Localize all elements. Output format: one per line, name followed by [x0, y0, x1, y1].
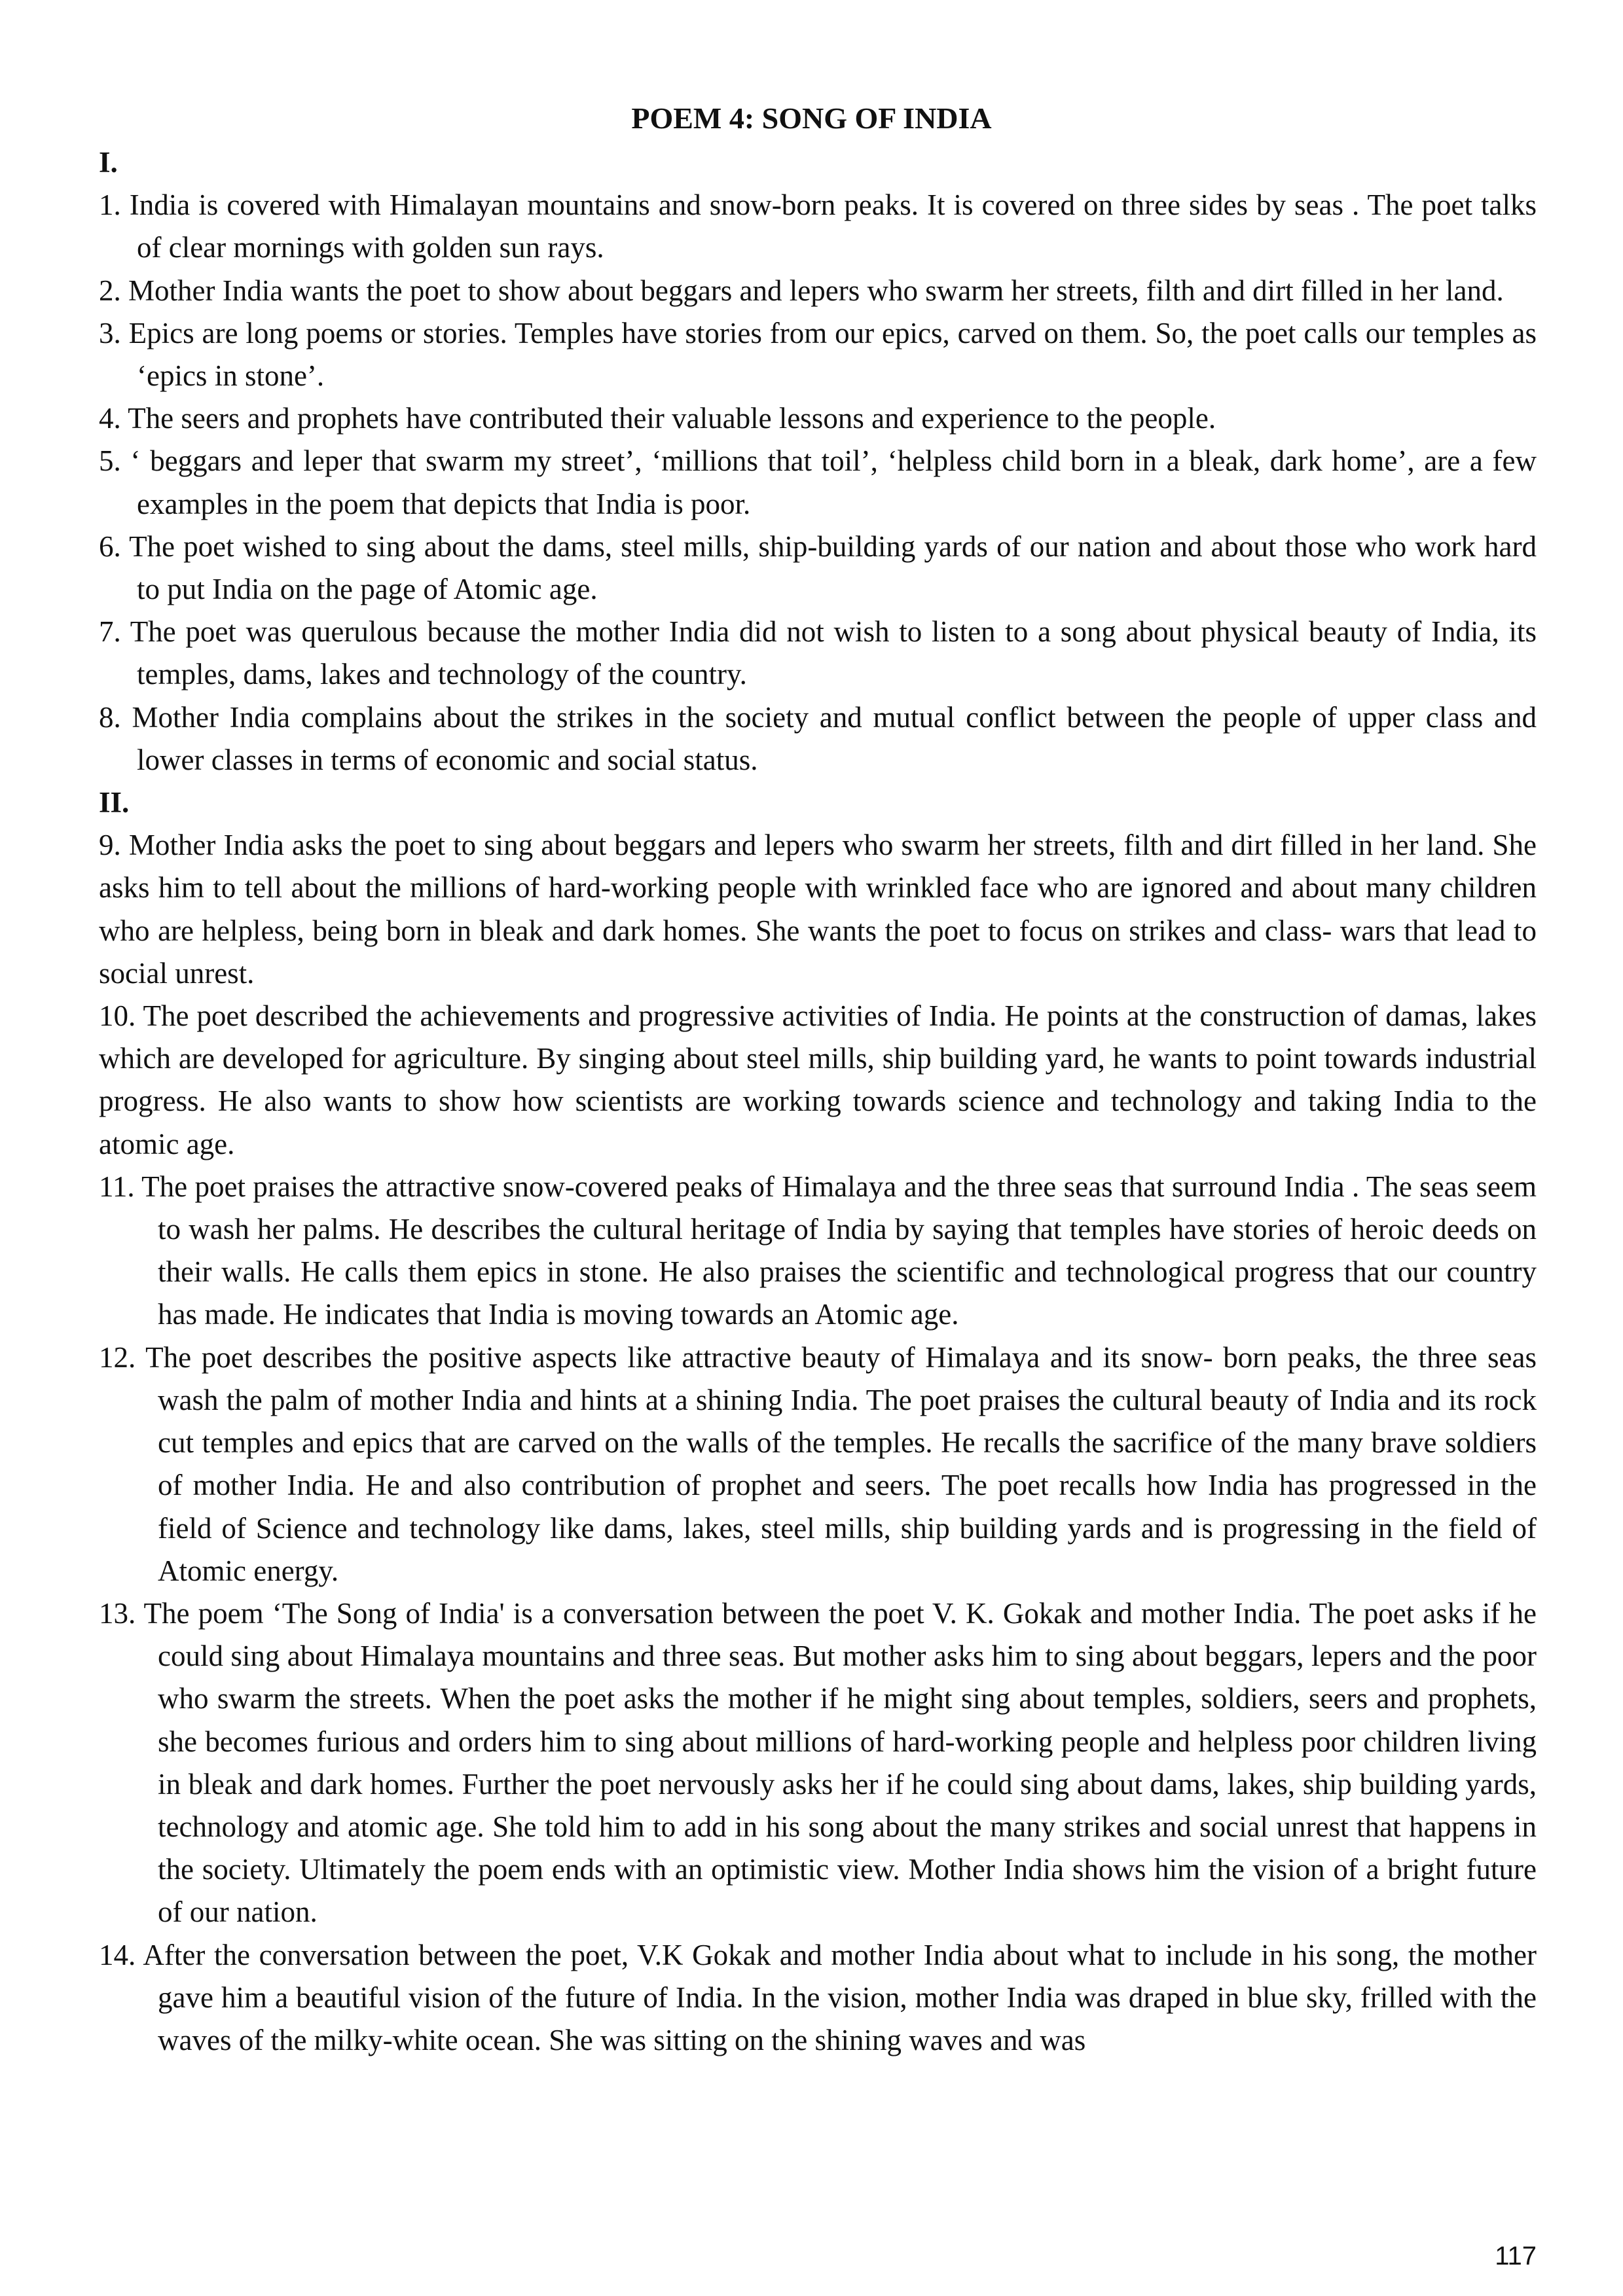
section-heading-2: II. [99, 786, 130, 819]
answer-12: 12. The poet describes the positive aspects like attractive beauty of Himalaya and its snow- born peaks, the three seas wash the palm of mother India and hints at a shining India. The poet praises the cultural beauty of India and its rock cut temples and epics that are carved on the walls of the temples. He recalls the sacrifice of the many brave soldiers of mother India. He and also contribution of prophet and seers. The poet recalls how India has progressed in the field of Science and technology like dams, lakes, steel mills, ship building yards and is progressing in the field of Atomic energy. [99, 1340, 1537, 1587]
answer-9: 9. Mother India asks the poet to sing about beggars and lepers who swarm her streets, filth and dirt filled in her land. She asks him to tell about the millions of hard-working people with wrinkled face who are ignored and about many children who are helpless, being born in bleak and dark homes. She wants the poet to focus on strikes and class- wars that lead to social unrest. [99, 829, 1537, 990]
answer-14: 14. After the conversation between the poet, V.K Gokak and mother India about what to include in his song, the mother gave him a beautiful vision of the future of India. In the vision, mother India was draped in blue sky, frilled with the waves of the milky-white ocean. She was sitting on the shining waves and was [99, 1938, 1537, 2056]
answer-8: 8. Mother India complains about the strikes in the society and mutual conflict between the people of upper class and lower classes in terms of economic and social status. [99, 700, 1537, 776]
answer-5: 5. ‘ beggars and leper that swarm my street’, ‘millions that toil’, ‘helpless child born in a bleak, dark home’, are a few examples in the poem that depicts that India is poor. [99, 444, 1537, 520]
answer-7: 7. The poet was querulous because the mother India did not wish to listen to a song about physical beauty of India, its temples, dams, lakes and technology of the country. [99, 615, 1537, 691]
answer-1: 1. India is covered with Himalayan mountains and snow-born peaks. It is covered on three sides by seas . The poet talks of clear mornings with golden sun rays. [99, 188, 1537, 264]
answer-13: 13. The poem ‘The Song of India' is a conversation between the poet V. K. Gokak and mother India. The poet asks if he could sing about Himalaya mountains and three seas. But mother asks him to sing about beggars, lepers and the poor who swarm the streets. When the poet asks the mother if he might sing about temples, soldiers, seers and prophets, she becomes furious and orders him to sing about millions of hard-working people and helpless poor children living in bleak and dark homes. Further the poet nervously asks her if he could sing about dams, lakes, ship building yards, technology and atomic age. She told him to add in his song about the many strikes and social unrest that happens in the society. Ultimately the poem ends with an optimistic view. Mother India shows him the vision of a bright future of our nation. [99, 1596, 1537, 1929]
page-title: POEM 4: SONG OF INDIA [631, 101, 992, 135]
document-body [99, 141, 1537, 2062]
answer-4: 4. The seers and prophets have contributed their valuable lessons and experience to the people. [99, 402, 1216, 435]
answer-3: 3. Epics are long poems or stories. Temples have stories from our epics, carved on them. So, the poet calls our temples as ‘epics in stone’. [99, 316, 1537, 393]
section-heading-1: I. [99, 146, 118, 179]
answer-11: 11. The poet praises the attractive snow-covered peaks of Himalaya and the three seas that surround India . The seas seem to wash her palms. He describes the cultural heritage of India by saying that temples have stories of heroic deeds on their walls. He calls them epics in stone. He also praises the scientific and technological progress that our country has made. He indicates that India is moving towards an Atomic age. [99, 1170, 1537, 1331]
answer-10: 10. The poet described the achievements and progressive activities of India. He points at the construction of damas, lakes which are developed for agriculture. By singing about steel mills, ship building yard, he wants to point towards industrial progress. He also wants to show how scientists are working towards science and technology and taking India to the atomic age. [99, 999, 1537, 1160]
page-number: 117 [1495, 2242, 1537, 2270]
answer-6: 6. The poet wished to sing about the dams, steel mills, ship-building yards of our nation and about those who work hard to put India on the page of Atomic age. [99, 529, 1537, 606]
answer-2: 2. Mother India wants the poet to show about beggars and lepers who swarm her streets, filth and dirt filled in her land. [99, 274, 1504, 307]
